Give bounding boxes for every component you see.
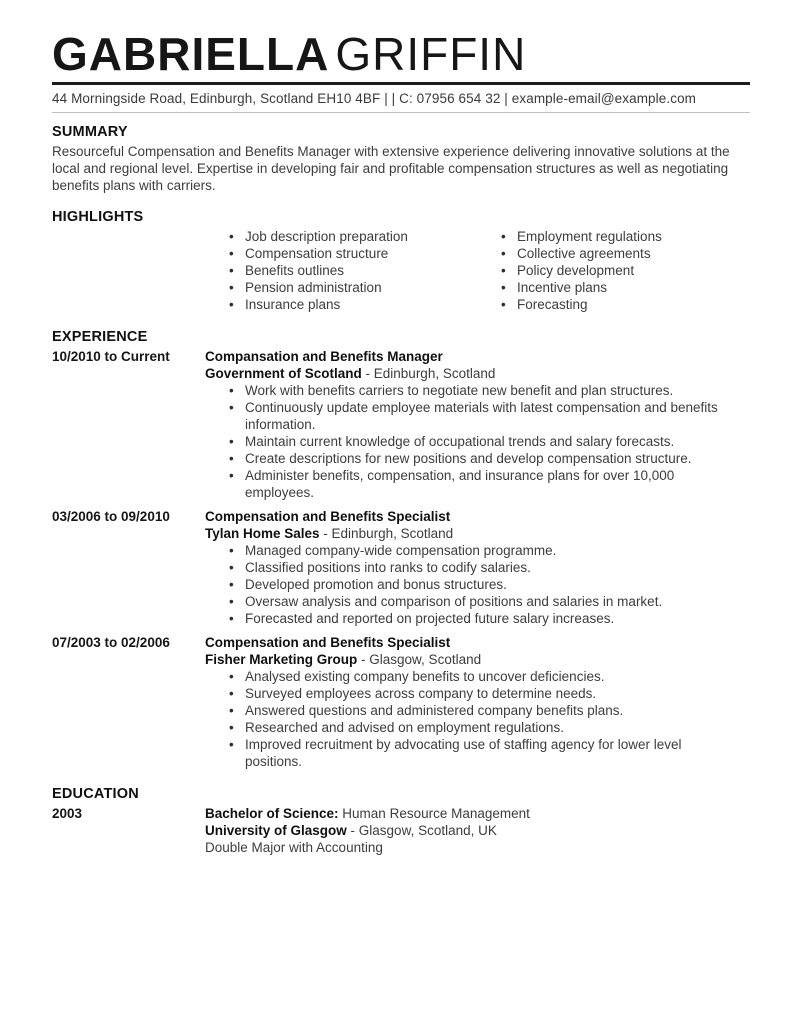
job-employer-line: [205, 651, 750, 668]
job-employer: Government of Scotland: [205, 366, 362, 381]
job-entry: [52, 348, 750, 501]
job-employer-line: [205, 365, 750, 382]
job-title: Compensation and Benefits Specialist: [205, 509, 451, 524]
job-bullet: • Forecasted and reported on projected future salary increases.: [228, 610, 727, 627]
highlight-item: • Benefits outlines: [228, 262, 500, 279]
school-name: University of Glasgow: [205, 823, 347, 838]
highlights-column-2: [500, 228, 750, 313]
highlights-columns: [228, 228, 750, 313]
job-bullet: • Classified positions into ranks to codify salaries.: [228, 559, 727, 576]
job-bullet: • Researched and advised on employment regulations.: [228, 719, 727, 736]
job-dates: 07/2003 to 02/2006: [52, 635, 170, 650]
experience-heading: EXPERIENCE: [52, 329, 148, 345]
job-bullet: • Managed company-wide compensation programme.: [228, 542, 727, 559]
job-bullets: [205, 668, 727, 770]
job-bullet: • Developed promotion and bonus structures.: [228, 576, 727, 593]
job-location: - Edinburgh, Scotland: [361, 366, 496, 381]
last-name: GRIFFIN: [335, 28, 527, 80]
contact-line: 44 Morningside Road, Edinburgh, Scotland EH10 4BF | | C: 07956 654 32 | example-email@example.com: [52, 91, 697, 106]
job-bullets: [205, 542, 727, 627]
highlight-item: • Insurance plans: [228, 296, 500, 313]
header-rule: [52, 82, 750, 85]
education-year: 2003: [52, 806, 83, 821]
job-bullets: [205, 382, 727, 501]
highlight-item: • Forecasting: [500, 296, 750, 313]
job-bullet: • Create descriptions for new positions and develop compensation structure.: [228, 450, 727, 467]
job-bullet: • Oversaw analysis and comparison of positions and salaries in market.: [228, 593, 727, 610]
job-title: Compensation and Benefits Specialist: [205, 635, 451, 650]
highlight-item: • Job description preparation: [228, 228, 500, 245]
job-location: - Edinburgh, Scotland: [319, 526, 454, 541]
highlight-item: • Pension administration: [228, 279, 500, 296]
first-name: GABRIELLA: [52, 28, 330, 80]
job-bullet: • Surveyed employees across company to determine needs.: [228, 685, 727, 702]
education-school-line: [205, 822, 750, 839]
summary-text: Resourceful Compensation and Benefits Manager with extensive experience delivering innovative solutions at the local and regional level. Expertise in developing fair and profitable compensation structures as well as negotiating benefits plans with carriers.: [52, 144, 730, 193]
job-location: - Glasgow, Scotland: [357, 652, 482, 667]
job-bullet: • Maintain current knowledge of occupational trends and salary forecasts.: [228, 433, 727, 450]
degree-field: Human Resource Management: [338, 806, 530, 821]
job-employer: Fisher Marketing Group: [205, 652, 358, 667]
education-degree-line: [205, 805, 750, 822]
job-bullet: • Improved recruitment by advocating use of staffing agency for lower level positions.: [228, 736, 727, 770]
job-bullet: • Analysed existing company benefits to uncover deficiencies.: [228, 668, 727, 685]
page-title: [52, 30, 750, 78]
highlight-item: • Incentive plans: [500, 279, 750, 296]
job-dates: 03/2006 to 09/2010: [52, 509, 170, 524]
job-entry: [52, 508, 750, 627]
education-heading: EDUCATION: [52, 786, 139, 802]
highlights-heading: HIGHLIGHTS: [52, 209, 144, 225]
education-entry: [52, 805, 750, 856]
highlight-item: • Policy development: [500, 262, 750, 279]
contact-rule: [52, 112, 750, 113]
job-bullet: • Work with benefits carriers to negotiate new benefit and plan structures.: [228, 382, 727, 399]
education-note: Double Major with Accounting: [205, 840, 383, 855]
job-entry: [52, 634, 750, 770]
degree-label: Bachelor of Science:: [205, 806, 339, 821]
highlights-column-1: [228, 228, 500, 313]
job-employer-line: [205, 525, 750, 542]
highlight-item: • Employment regulations: [500, 228, 750, 245]
summary-heading: SUMMARY: [52, 124, 128, 140]
highlight-item: • Compensation structure: [228, 245, 500, 262]
job-dates: 10/2010 to Current: [52, 349, 170, 364]
job-title: Compansation and Benefits Manager: [205, 349, 443, 364]
job-bullet: • Answered questions and administered company benefits plans.: [228, 702, 727, 719]
school-location: - Glasgow, Scotland, UK: [346, 823, 497, 838]
job-bullet: • Administer benefits, compensation, and insurance plans for over 10,000 employees.: [228, 467, 727, 501]
highlight-item: • Collective agreements: [500, 245, 750, 262]
job-employer: Tylan Home Sales: [205, 526, 320, 541]
job-bullet: • Continuously update employee materials with latest compensation and benefits information.: [228, 399, 727, 433]
